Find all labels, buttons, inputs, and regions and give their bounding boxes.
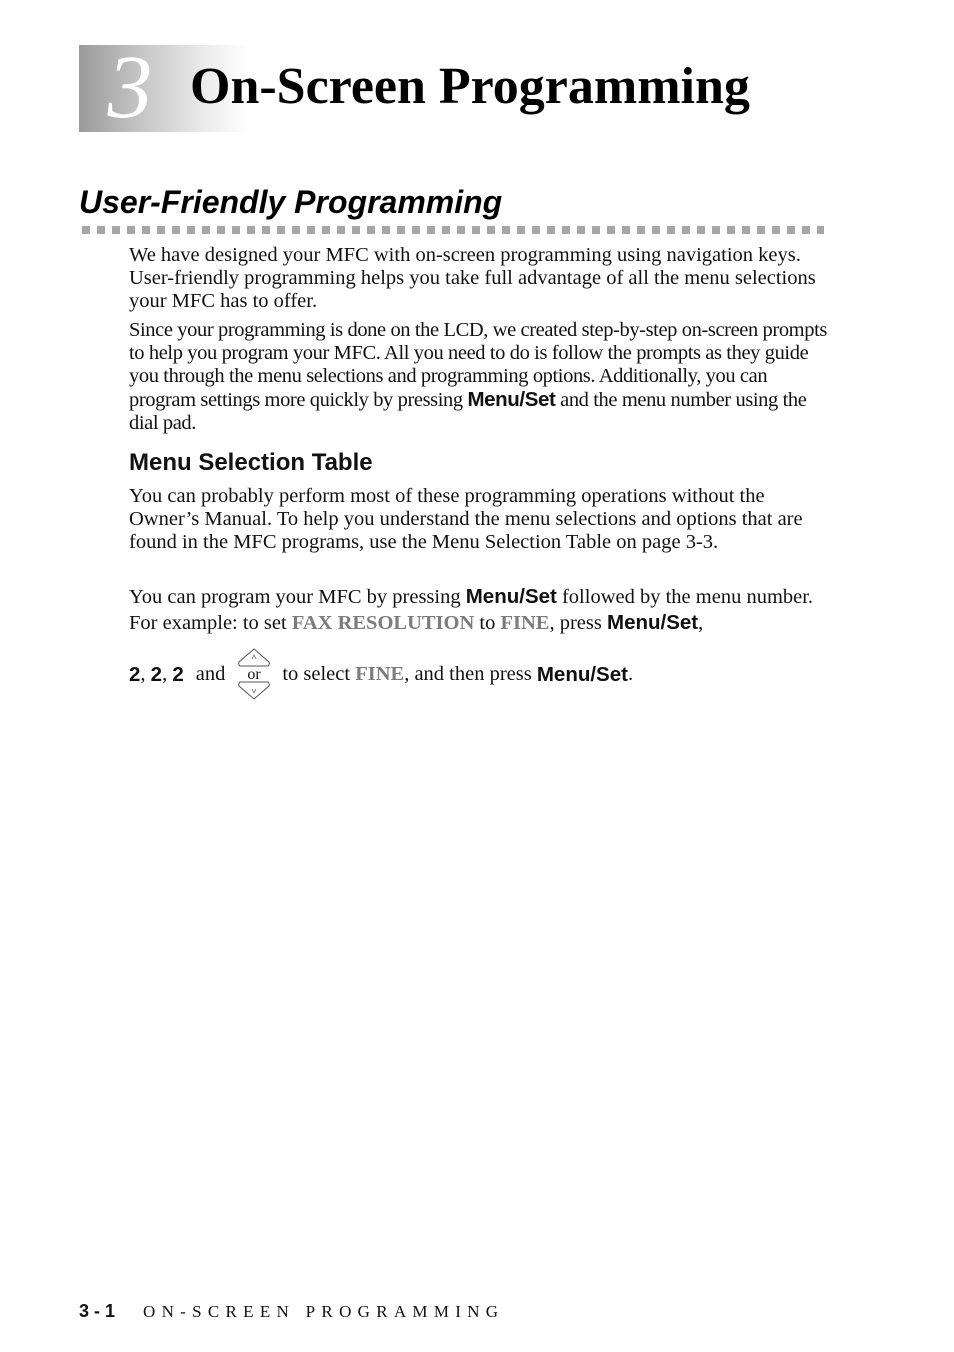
example-text-1: You can program your MFC by pressing <box>129 586 466 608</box>
example-text-3: to <box>474 612 501 634</box>
menu-table-paragraph: You can probably perform most of these programming operations without the Owner’s Manual. To help you understand the menu selections and options that are found in the MFC programs, use the Menu Selection Table on page 3-3. <box>129 485 803 553</box>
lcd-paragraph <box>129 319 829 435</box>
lcd-paragraph-tail: and the menu number using the dial pad. <box>129 389 807 434</box>
menu-set-key-label: Menu/Set <box>607 611 699 634</box>
example-text-7: , and then press <box>404 662 537 685</box>
lcd-text-fine: FINE <box>500 612 550 634</box>
section-divider <box>82 226 824 234</box>
dial-key-2: 2 <box>172 662 184 686</box>
comma: , <box>162 662 173 685</box>
or-label: or <box>247 666 261 683</box>
intro-paragraph: We have designed your MFC with on-screen programming using navigation keys. User-friendly programming helps you take full advantage of all the menu selections your MFC has to offer. <box>129 244 816 312</box>
example-paragraph <box>129 584 829 636</box>
example-text-6: to select <box>282 662 356 685</box>
and-text: and <box>195 662 226 685</box>
navigation-up-down-keys-icon <box>237 648 271 700</box>
dial-key-2: 2 <box>129 662 141 686</box>
page-footer <box>79 1300 504 1323</box>
subsection-title: Menu Selection Table <box>129 449 373 476</box>
menu-set-key-label: Menu/Set <box>467 388 556 411</box>
section-title: User-Friendly Programming <box>79 184 503 220</box>
chapter-title: On-Screen Programming <box>190 58 750 115</box>
lcd-paragraph-text: Since your programming is done on the LCD, we created step-by-step on-screen prompts to help you program your MFC. All you need to do is follow the prompts as they guide you through the menu selections and programming options. Additionally, you can program settings more quickly by pressing <box>129 319 827 411</box>
example-text-8: . <box>627 662 634 685</box>
lcd-text-fax-resolution: FAX RESOLUTION <box>291 612 475 634</box>
example-text-5: , <box>698 612 704 634</box>
dial-key-2: 2 <box>150 662 163 686</box>
lcd-text-fine: FINE <box>355 662 405 685</box>
example-steps <box>129 648 829 700</box>
page-body <box>129 244 829 706</box>
menu-set-key-label: Menu/Set <box>536 662 628 686</box>
chapter-number: 3 <box>107 38 153 137</box>
comma: , <box>140 662 151 685</box>
example-text-4: , press <box>549 612 607 634</box>
running-footer-title: ON-SCREEN PROGRAMMING <box>143 1302 505 1321</box>
example-text-2: followed by the menu number. For example: to set <box>129 586 814 634</box>
menu-set-key-label: Menu/Set <box>465 585 557 608</box>
page-number: 3 - 1 <box>79 1301 116 1321</box>
